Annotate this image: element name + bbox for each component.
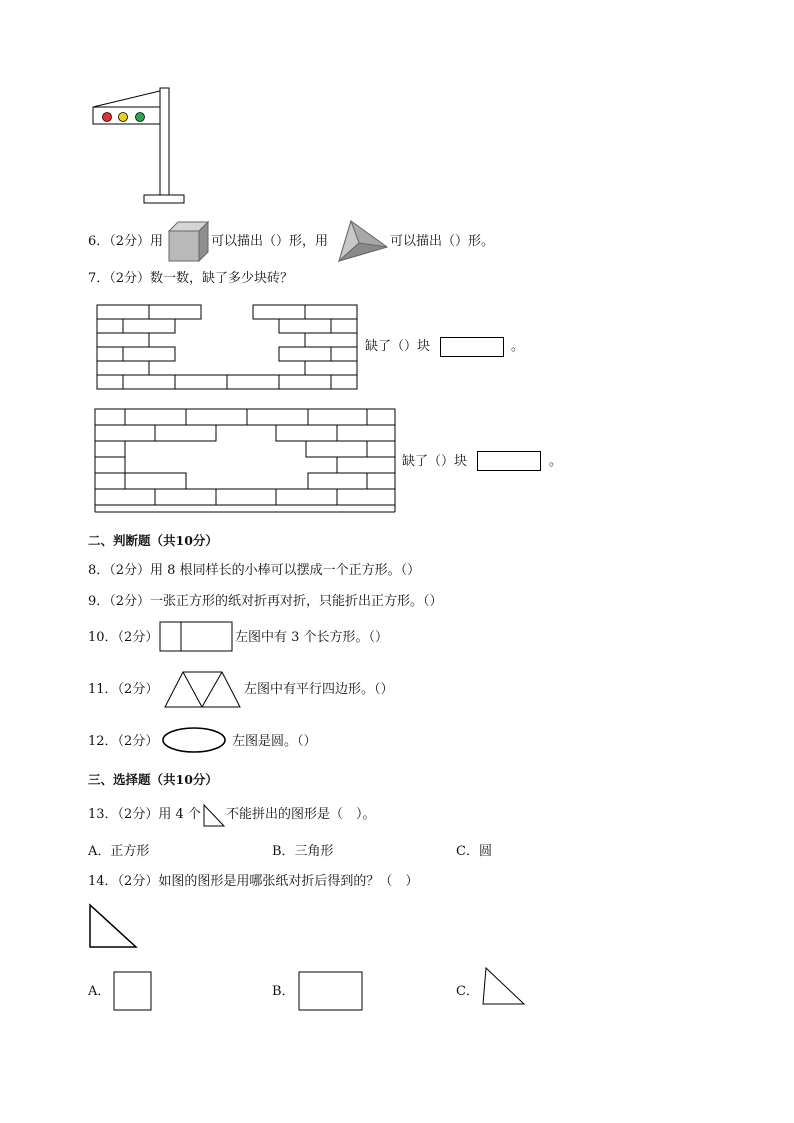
q6-suffix: 可以描出（）形。: [390, 234, 495, 249]
q7-answer1-label: 缺了（）块: [365, 339, 431, 354]
trapezoid-figure: [164, 670, 242, 710]
rectangle-figure: [159, 621, 235, 653]
q7-answer2-tail: 。: [549, 454, 563, 469]
q14-option-b[interactable]: B．: [272, 984, 295, 999]
signal-base: [144, 195, 184, 203]
square-option-figure: [113, 971, 153, 1013]
cube-icon: [168, 221, 210, 263]
red-light-icon: [103, 113, 112, 122]
triangle-option-figure: [481, 966, 527, 1008]
green-light-icon: [136, 113, 145, 122]
brick-wall-1: [96, 304, 360, 392]
folded-triangle-figure: [88, 903, 140, 949]
q8-question: 8．（2分）用 8 根同样长的小棒可以摆成一个正方形。（）: [88, 563, 421, 578]
q14-option-a[interactable]: A．: [88, 984, 111, 999]
rectangle-option-figure: [298, 971, 364, 1013]
section2-title: 二、判断题（共10分）: [88, 533, 218, 548]
q7-answer2-label: 缺了（）块: [402, 454, 468, 469]
q7-answer1-box[interactable]: [440, 337, 504, 357]
q13-option-b[interactable]: B．三角形: [272, 844, 334, 859]
q13-option-c[interactable]: C．圆: [456, 844, 492, 859]
q11-prefix: 11．（2分）: [88, 682, 159, 697]
q13-suffix: 不能拼出的图形是（ ）。: [226, 807, 376, 822]
signal-pole: [160, 88, 169, 196]
ellipse-figure: [161, 726, 229, 756]
q12-statement: 左图是圆。（）: [232, 734, 317, 749]
q11-statement: 左图中有平行四边形。（）: [244, 682, 394, 697]
triangular-pyramid-icon: [337, 219, 389, 263]
q13-option-a[interactable]: A．正方形: [88, 844, 150, 859]
q10-statement: 左图中有 3 个长方形。（）: [235, 630, 389, 645]
q14-question: 14．（2分）如图的图形是用哪张纸对折后得到的？（ ）: [88, 874, 419, 889]
section3-title: 三、选择题（共10分）: [88, 772, 218, 787]
q7-answer1-tail: 。: [511, 339, 525, 354]
q12-prefix: 12．（2分）: [88, 734, 159, 749]
q14-option-c[interactable]: C．: [456, 984, 479, 999]
q13-prefix: 13．（2分）用 4 个: [88, 807, 201, 822]
q6-prefix: 6．（2分）用: [88, 234, 164, 249]
q7-answer2-box[interactable]: [477, 451, 541, 471]
q7-question: 7．（2分）数一数，缺了多少块砖？: [88, 271, 294, 286]
q6-mid: 可以描出（）形，用: [211, 234, 329, 249]
yellow-light-icon: [119, 113, 128, 122]
right-triangle-icon: [203, 804, 225, 828]
brick-wall-2: [94, 408, 398, 514]
traffic-light-figure: [88, 84, 198, 206]
q10-prefix: 10．（2分）: [88, 630, 159, 645]
q9-question: 9．（2分）一张正方形的纸对折再对折，只能折出正方形。（）: [88, 594, 443, 609]
